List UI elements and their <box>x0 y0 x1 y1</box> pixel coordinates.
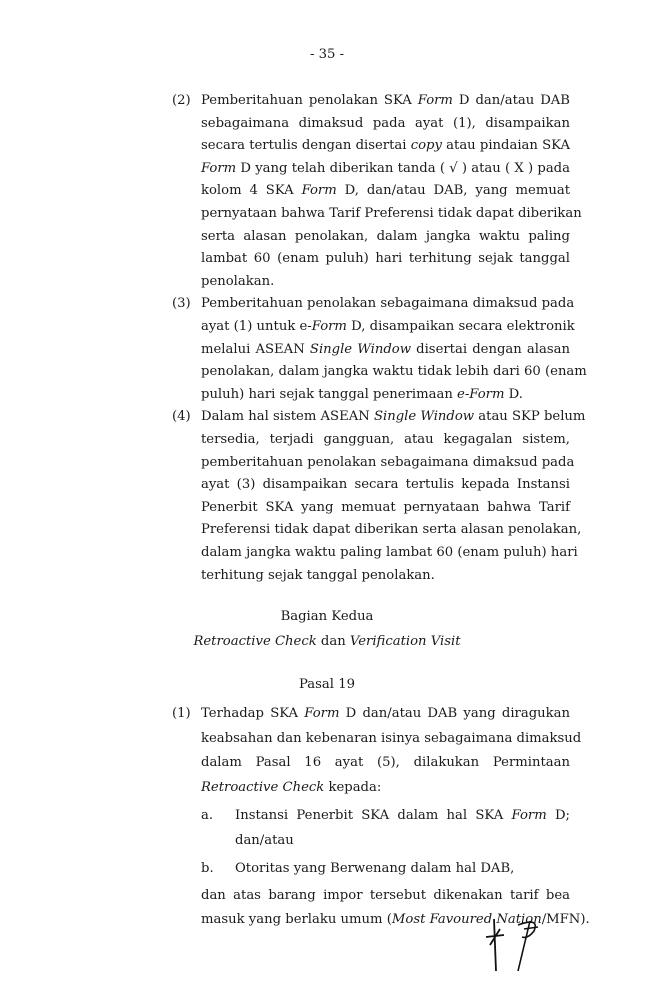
text-line <box>235 857 570 882</box>
text: dan atas barang impor tersebut dikenakan tarif bea <box>201 887 570 903</box>
text: Terhadap SKA <box>201 706 305 721</box>
page-number: - 35 - <box>309 47 345 62</box>
text: masuk yang berlaku umum ( <box>201 912 392 927</box>
italic-text: Retroactive Check <box>193 634 317 649</box>
signature-initials <box>478 915 548 975</box>
paragraph-number: (3) <box>172 296 191 312</box>
text-line <box>201 519 582 542</box>
text-line <box>235 829 570 854</box>
article-title: Pasal 19 <box>299 677 355 692</box>
text-line <box>201 361 587 384</box>
text: Penerbit SKA yang memuat pernyataan bahwa Tarif <box>201 499 570 515</box>
italic-text: Single Window <box>309 341 411 357</box>
text: pernyataan bahwa Tarif Preferensi tidak dapat diberikan <box>201 205 582 221</box>
text-line <box>201 293 575 316</box>
text: terhitung sejak tanggal penolakan. <box>201 567 435 583</box>
italic-text: Form <box>311 318 347 334</box>
text-line <box>201 158 570 181</box>
paragraph <box>201 702 582 800</box>
text-line <box>201 884 570 909</box>
text: sebagaimana dimaksud pada ayat (1), disampaikan <box>201 115 570 131</box>
text: pemberitahuan penolakan sebagaimana dimaksud pada <box>201 454 575 470</box>
italic-text: Verification Visit <box>349 634 461 649</box>
paragraph-number: b. <box>201 861 214 876</box>
text: dan <box>316 634 350 649</box>
text: D, disampaikan secara elektronik <box>346 318 575 334</box>
text-line <box>201 339 570 362</box>
text: Otoritas yang Berwenang dalam hal DAB, <box>235 861 515 876</box>
text: D; <box>546 808 570 823</box>
text-line <box>201 702 570 727</box>
text: D dan/atau DAB yang diragukan <box>339 706 570 721</box>
italic-text: e-Form <box>457 386 505 402</box>
paragraph <box>201 293 587 406</box>
italic-text: Form <box>511 808 547 823</box>
text: D, dan/atau DAB, yang memuat <box>336 183 570 199</box>
text-line <box>201 474 570 497</box>
text-line <box>201 727 582 752</box>
text-line <box>201 226 570 249</box>
text: dalam Pasal 16 ayat (5), dilakukan Permintaan <box>201 755 570 770</box>
italic-text: Form <box>201 160 237 176</box>
text-line <box>201 429 570 452</box>
text: D yang telah diberikan tanda ( √ ) atau ( X ) pada <box>236 160 570 176</box>
text: D dan/atau DAB <box>452 93 570 108</box>
paragraph-number: (4) <box>172 409 191 425</box>
text-line <box>201 113 570 136</box>
text: dalam jangka waktu paling lambat 60 (enam puluh) hari <box>201 544 578 560</box>
paragraph <box>235 804 570 853</box>
text-line <box>201 565 570 588</box>
text: Instansi Penerbit SKA dalam hal SKA <box>235 808 512 823</box>
text: dan/atau <box>235 832 294 848</box>
italic-text: Form <box>304 706 340 721</box>
text-line <box>201 452 575 475</box>
text: serta alasan penolakan, dalam jangka waktu paling <box>201 228 570 244</box>
text-line <box>201 316 575 339</box>
text-line <box>235 804 570 829</box>
text: kolom 4 SKA <box>201 183 302 199</box>
text: tersedia, terjadi gangguan, atau kegagalan sistem, <box>201 431 570 447</box>
text: secara tertulis dengan disertai <box>201 138 411 154</box>
text-line <box>201 248 570 271</box>
text: melalui ASEAN <box>201 341 310 357</box>
section-subtitle <box>0 634 654 649</box>
text: kepada: <box>324 779 382 795</box>
text-line <box>201 384 570 407</box>
text: keabsahan dan kebenaran isinya sebagaimana dimaksud <box>201 730 582 746</box>
paragraph <box>201 406 586 587</box>
text-line <box>201 90 570 113</box>
text: Pemberitahuan penolakan SKA <box>201 93 418 108</box>
text: ayat (1) untuk e- <box>201 318 312 334</box>
text: Dalam hal sistem ASEAN <box>201 409 374 425</box>
text-line <box>201 271 570 294</box>
text: puluh) hari sejak tanggal penerimaan <box>201 386 458 402</box>
text-line <box>201 406 586 429</box>
text: penolakan, dalam jangka waktu tidak lebih dari 60 (enam <box>201 364 587 380</box>
text: D. <box>504 386 523 402</box>
italic-text: Most Favoured Nation <box>391 912 542 927</box>
text-line <box>201 203 582 226</box>
text-line <box>201 497 570 520</box>
text: Preferensi tidak dapat diberikan serta alasan penolakan, <box>201 522 582 538</box>
text: disertai dengan alasan <box>410 341 570 357</box>
text: atau SKP belum <box>474 409 586 425</box>
text: Pemberitahuan penolakan sebagaimana dimaksud pada <box>201 296 575 312</box>
text-line <box>201 135 570 158</box>
paragraph-number: a. <box>201 808 214 823</box>
text-line <box>201 776 570 801</box>
italic-text: Single Window <box>373 409 475 425</box>
text: penolakan. <box>201 273 275 289</box>
italic-text: Form <box>301 183 337 199</box>
text: atau pindaian SKA <box>441 138 571 154</box>
text-line <box>201 180 570 203</box>
text: ayat (3) disampaikan secara tertulis kepada Instansi <box>201 477 570 493</box>
text: /MFN). <box>541 912 590 927</box>
paragraph <box>235 857 570 882</box>
paragraph-number: (2) <box>172 93 191 108</box>
text-line <box>201 751 570 776</box>
section-heading: Bagian Kedua <box>280 609 374 624</box>
paragraph-number: (1) <box>172 706 191 721</box>
text-line <box>201 542 578 565</box>
italic-text: Form <box>417 93 453 108</box>
paragraph <box>201 90 582 293</box>
italic-text: Retroactive Check <box>201 779 325 795</box>
text: lambat 60 (enam puluh) hari terhitung sejak tanggal <box>201 251 570 267</box>
italic-text: copy <box>410 138 442 154</box>
